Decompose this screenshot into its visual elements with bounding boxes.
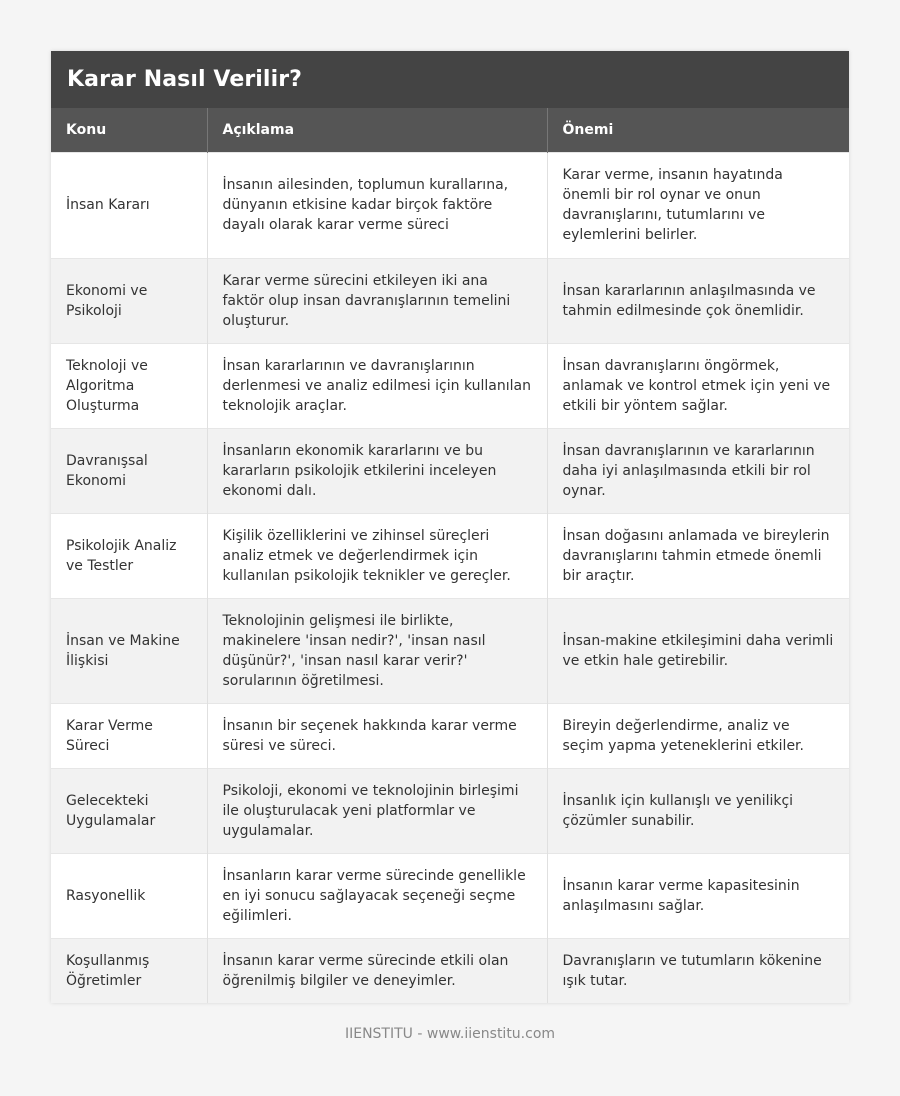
cell-topic: Karar Verme Süreci	[51, 703, 207, 768]
cell-importance: İnsan kararlarının anlaşılmasında ve tahmin edilmesinde çok önemlidir.	[547, 258, 849, 343]
cell-importance: Karar verme, insanın hayatında önemli bir rol oynar ve onun davranışlarını, tutumlarını ve eylemlerini belirler.	[547, 152, 849, 258]
table-header-row	[51, 108, 849, 152]
cell-importance: İnsanın karar verme kapasitesinin anlaşılmasını sağlar.	[547, 853, 849, 938]
column-header-description: Açıklama	[207, 108, 547, 152]
cell-topic: Davranışsal Ekonomi	[51, 428, 207, 513]
cell-description: İnsanın karar verme sürecinde etkili olan öğrenilmiş bilgiler ve deneyimler.	[207, 938, 547, 1003]
cell-topic: Teknoloji ve Algoritma Oluşturma	[51, 343, 207, 428]
cell-description: Psikoloji, ekonomi ve teknolojinin birleşimi ile oluşturulacak yeni platformlar ve uygulamalar.	[207, 768, 547, 853]
cell-topic: Psikolojik Analiz ve Testler	[51, 513, 207, 598]
cell-topic: İnsan Kararı	[51, 152, 207, 258]
column-header-importance: Önemi	[547, 108, 849, 152]
cell-topic: Rasyonellik	[51, 853, 207, 938]
table-row	[51, 853, 849, 938]
decision-table-card	[51, 51, 849, 1003]
cell-topic: Koşullanmış Öğretimler	[51, 938, 207, 1003]
cell-importance: İnsan-makine etkileşimini daha verimli ve etkin hale getirebilir.	[547, 598, 849, 703]
page-title: Karar Nasıl Verilir?	[67, 67, 303, 92]
cell-description: İnsanların ekonomik kararlarını ve bu kararların psikolojik etkilerini inceleyen ekonomi dalı.	[207, 428, 547, 513]
cell-importance: İnsan davranışlarının ve kararlarının daha iyi anlaşılmasında etkili bir rol oynar.	[547, 428, 849, 513]
cell-description: Kişilik özelliklerini ve zihinsel süreçleri analiz etmek ve değerlendirmek için kullanılan psikolojik teknikler ve gereçler.	[207, 513, 547, 598]
cell-description: Teknolojinin gelişmesi ile birlikte, makinelere 'insan nedir?', 'insan nasıl düşünür?', 'insan nasıl karar verir?' sorularının öğretilmesi.	[207, 598, 547, 703]
table-row	[51, 768, 849, 853]
table-row	[51, 598, 849, 703]
cell-importance: Davranışların ve tutumların kökenine ışık tutar.	[547, 938, 849, 1003]
cell-description: İnsanların karar verme sürecinde genellikle en iyi sonucu sağlayacak seçeneği seçme eğilimleri.	[207, 853, 547, 938]
cell-topic: Ekonomi ve Psikoloji	[51, 258, 207, 343]
cell-description: Karar verme sürecini etkileyen iki ana faktör olup insan davranışlarının temelini oluşturur.	[207, 258, 547, 343]
cell-topic: İnsan ve Makine İlişkisi	[51, 598, 207, 703]
column-header-topic: Konu	[51, 108, 207, 152]
cell-importance: Bireyin değerlendirme, analiz ve seçim yapma yeteneklerini etkiler.	[547, 703, 849, 768]
table-row	[51, 258, 849, 343]
table-row	[51, 513, 849, 598]
table-row	[51, 703, 849, 768]
table-row	[51, 152, 849, 258]
cell-description: İnsanın ailesinden, toplumun kurallarına, dünyanın etkisine kadar birçok faktöre dayalı olarak karar verme süreci	[207, 152, 547, 258]
cell-importance: İnsan davranışlarını öngörmek, anlamak ve kontrol etmek için yeni ve etkili bir yöntem sağlar.	[547, 343, 849, 428]
title-bar	[51, 51, 849, 108]
table-row	[51, 343, 849, 428]
footer-credit: IIENSTITU - www.iienstitu.com	[344, 1026, 556, 1042]
cell-description: İnsanın bir seçenek hakkında karar verme süresi ve süreci.	[207, 703, 547, 768]
cell-topic: Gelecekteki Uygulamalar	[51, 768, 207, 853]
cell-importance: İnsan doğasını anlamada ve bireylerin davranışlarını tahmin etmede önemli bir araçtır.	[547, 513, 849, 598]
decision-table	[51, 108, 849, 1003]
cell-description: İnsan kararlarının ve davranışlarının derlenmesi ve analiz edilmesi için kullanılan teknolojik araçlar.	[207, 343, 547, 428]
table-row	[51, 938, 849, 1003]
cell-importance: İnsanlık için kullanışlı ve yenilikçi çözümler sunabilir.	[547, 768, 849, 853]
table-row	[51, 428, 849, 513]
